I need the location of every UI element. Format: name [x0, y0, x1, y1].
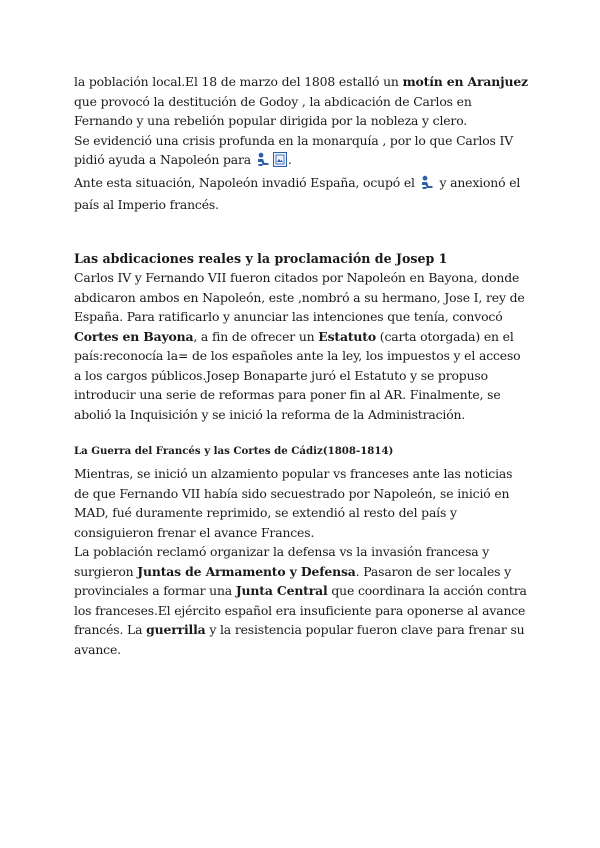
text-span: . — [287, 152, 292, 167]
person-icon — [420, 175, 435, 196]
bold-term-motin: motín en Aranjuez — [402, 74, 528, 89]
person-icon — [256, 152, 271, 173]
text-span: La población reclamó organizar la defensa vs la invasión francesa y surgieron — [74, 544, 490, 579]
section-heading-abdicaciones: Las abdicaciones reales y la proclamación de Josep 1 — [74, 250, 448, 266]
intro-paragraph-invasion — [74, 173, 530, 215]
text-span: , a fin de ofrecer un — [193, 328, 319, 344]
text-span: Ante esta situación, Napoleón invadió España, ocupó el — [74, 174, 419, 190]
guerra-paragraph-juntas — [74, 542, 530, 659]
text-span: Mientras, se inició un alzamiento popular vs franceses ante las noticias de que Fernando VII había sido secuestrado por Napoleón, se inició en MAD, fué duramente reprimido, se extendió al resto del país y consiguieron frenar el avance Frances. — [74, 466, 513, 540]
image-placeholder-icon — [273, 152, 287, 173]
text-span: que provocó la destitución de Godoy , la abdicación de Carlos en Fernando y una rebelión popular dirigida por la nobleza y clero. — [74, 93, 472, 128]
text-span: que coordinara la acción contra los franceses.El ejército español era insuficiente para oponerse al avance francés. La — [74, 583, 527, 637]
abdicaciones-paragraph — [74, 268, 530, 424]
text-span: . Pasaron de ser locales y provinciales a formar una — [74, 563, 511, 598]
text-span: (carta otorgada) en el país:reconocía la= de los españoles ante la ley, los impuestos y el acceso a los cargos públicos.Josep Bonaparte juró el Estatuto y se propuso introducir una serie de reformas para poner fin al AR. Finalmente, se abolió la Inquisición y se inició la reforma de la Administración. — [74, 328, 521, 422]
intro-section — [74, 72, 530, 215]
bold-term-junta-central: Junta Central — [235, 583, 328, 598]
section-heading-guerra: La Guerra del Francés y las Cortes de Cádiz(1808-1814) — [74, 445, 394, 457]
bold-term-juntas-armamento: Juntas de Armamento y Defensa — [137, 563, 356, 579]
guerra-section — [74, 444, 530, 659]
bold-term-cortes-bayona: Cortes en Bayona — [74, 328, 194, 344]
abdicaciones-section — [74, 249, 530, 425]
text-span: y la resistencia popular fueron clave para frenar su avance. — [74, 622, 525, 657]
bold-term-estatuto: Estatuto — [318, 328, 376, 344]
text-span: Se evidenció una crisis profunda en la monarquía , por lo que Carlos IV pidió ayuda a Napoleón para — [74, 132, 514, 167]
text-span: la población local.El 18 de marzo del 1808 estalló un — [74, 74, 403, 89]
guerra-paragraph-alzamiento — [74, 464, 530, 542]
intro-paragraph-crisis — [74, 131, 530, 173]
text-span: y anexionó el país al Imperio francés. — [74, 174, 521, 212]
text-span: Carlos IV y Fernando VII fueron citados por Napoleón en Bayona, donde abdicaron ambos en Napoleón, este ,nombró a su hermano, Jose I, rey de España. Para ratificarlo y anunciar las intenciones que tenía, convocó — [74, 270, 525, 324]
intro-paragraph-aranjuez — [74, 72, 530, 131]
bold-term-guerrilla: guerrilla — [146, 622, 206, 637]
